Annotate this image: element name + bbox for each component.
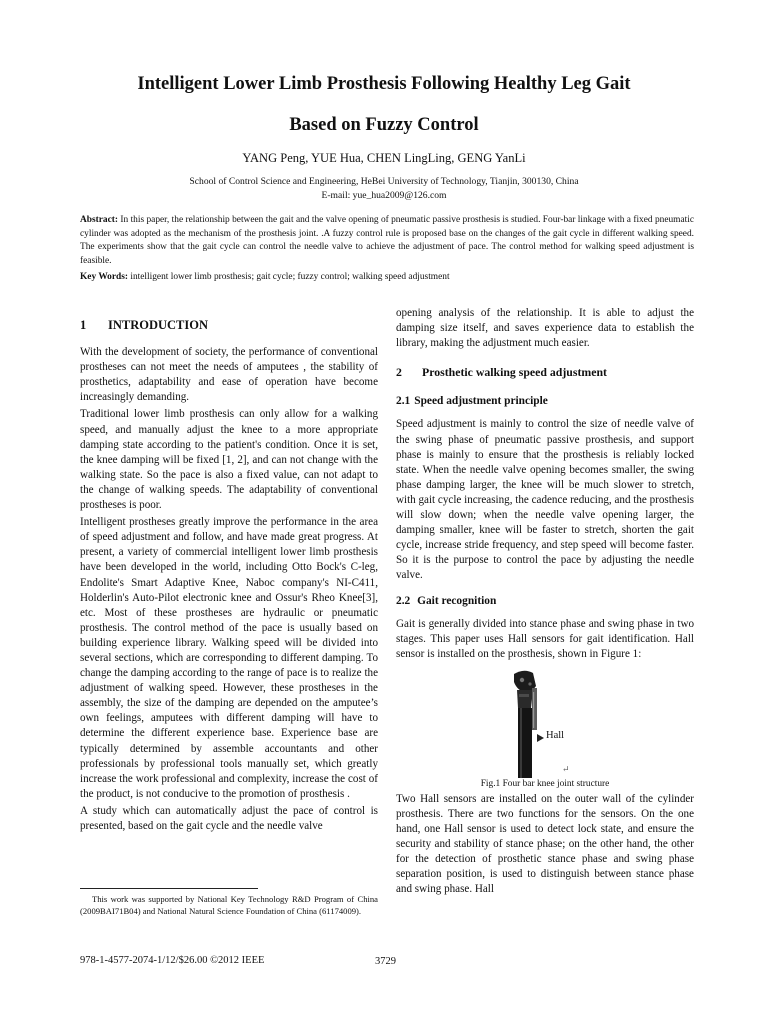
paper-title-line-2: Based on Fuzzy Control: [289, 115, 479, 135]
section-2-heading: [396, 365, 694, 380]
figure-hall-label: Hall: [546, 729, 565, 741]
isbn-line: 978-1-4577-2074-1/12/$26.00 ©2012 IEEE: [80, 955, 265, 966]
intro-paragraph-3: Intelligent prostheses greatly improve the performance in the area of speed adjustment and follow, and have made great progress. At present, a variety of commercial intelligent lower limb prosthesis have been developed in the world, including Otto Bock's C-leg, Endolite's Smart Adaptive Knee, Naboc company's NI-C411, Holderlin's Auto-Pilot electronic knee and Ossur's Rheo Knee[3], etc. Most of these prostheses are hydraulic or pneumatic prosthesis. The control method of the pace is usually based on building experience library. Walking speed will be divided into several sections, which are corresponding to different damping. To change the damping according to the range of pace is to realize the adjustment of walking speed. However, these prostheses in the assembly, the size of the damping are depended on the amputee’s own feelings, amputees with different damping will have to determine the different experience base. Experience base are typically determined by assemble accountants and other professionals by professional tools manually set, which greatly increase the work professional and complexity, increase the cost of the product, is not conducive to the promotion of prosthesis .: [80, 516, 378, 800]
abstract: [80, 214, 694, 268]
author-list: YANG Peng, YUE Hua, CHEN LingLing, GENG YanLi: [242, 151, 526, 165]
intro-paragraph-4: A study which can automatically adjust the pace of control is presented, based on the gait cycle and the needle valve: [80, 804, 378, 832]
prosthesis-photo: [396, 668, 694, 778]
section-2-1-number: 2.1: [396, 395, 411, 408]
section-1-number: 1: [80, 318, 87, 332]
page-number: 3729: [375, 956, 396, 967]
section-2-number: 2: [396, 365, 402, 380]
affiliation: School of Control Science and Engineering, HeBei University of Technology, Tianjin, 300130, China: [189, 176, 579, 187]
footnote-text: This work was supported by National Key Technology R&D Program of China (2009BAI71B04) and National Natural Science Foundation of China (61174009).: [80, 894, 378, 917]
abstract-text: In this paper, the relationship between the gait and the valve opening of pneumatic passive prosthesis is studied. Four-bar linkage with a fixed pneumatic cylinder was adopted as the mechanism of the prosthesis joint. .A fuzzy control rule is proposed base on the changes of the gait cycle in different walking speed. The experiments show that the gait cycle can control the needle valve to achieve the adjustment of pace. The control method for walking speed adjustment is feasible.: [80, 215, 695, 266]
footnote-divider: [80, 888, 258, 889]
left-column: [80, 312, 378, 836]
keywords-label: Key Words:: [80, 272, 129, 282]
figure-1: [396, 668, 694, 778]
abstract-label: Abstract:: [80, 215, 119, 225]
section-2-2-text: Gait is generally divided into stance phase and swing phase in two stages. This paper uses Hall sensors for gait identification. Hall sensor is installed on the prosthesis, shown in Figure 1:: [396, 617, 694, 660]
right-column: [396, 306, 694, 900]
return-mark-icon: ↵: [562, 763, 570, 774]
section-2-title: Prosthetic walking speed adjustment: [422, 365, 607, 380]
intro-paragraph-1: With the development of society, the performance of conventional prostheses can not meet the needs of amputees , the stability of prosthetics, adaptability and ease of operation have become increasingly demanding.: [80, 346, 378, 404]
section-2-2-number: 2.2: [396, 594, 411, 607]
keywords-text: intelligent lower limb prosthesis; gait cycle; fuzzy control; walking speed adjustment: [130, 272, 450, 282]
figure-1-description: Two Hall sensors are installed on the outer wall of the cylinder prosthesis. There are two functions for the sensors. On the one hand, one Hall sensor is used to detect lock state, and ensure the security and stability of stance phase; on the other hand, the other for the detection of prosthetic stance phase and swing phase separation position, is used to distinguish between stance phase and swing phase. Hall: [396, 792, 694, 896]
intro-paragraph-2: Traditional lower limb prosthesis can only allow for a walking speed, and manually adjust the knee to a more appropriate damping state according to the patient's condition. Once it is set, the knee damping will be fixed [1, 2], and can not change with the walking state. So the pace is also a fixed value, can not adapt to the change of walking speeds. The adaptability of conventional prostheses is poor.: [80, 408, 378, 512]
section-2-2-heading: [396, 594, 694, 609]
section-1-heading: [80, 318, 378, 333]
section-2-2-title: Gait recognition: [417, 594, 497, 607]
section-2-1-heading: [396, 394, 694, 409]
section-1-title: INTRODUCTION: [108, 318, 209, 332]
contact-email: E-mail: yue_hua2009@126.com: [321, 190, 447, 201]
figure-1-caption: Fig.1 Four bar knee joint structure: [480, 778, 610, 789]
section-2-1-text: Speed adjustment is mainly to control the size of needle valve of the swing phase of pneumatic passive prosthesis, and support phase is mainly to ensure that the prosthesis is reliably locked state. When the needle valve opening becomes smaller, the swing phase damping larger, the knee will be much slower to stretch, with gait cycle increasing, the cadence reducing, and the prosthesis will slow down; when the needle valve opening larger, the damping smaller, knee will be faster to stretch, shorten the gait cycle, increase stride frequency, and step speed will become faster. So it is the purpose to control the pace by adjusting the needle valve.: [396, 418, 694, 582]
section-2-1-title: Speed adjustment principle: [414, 395, 548, 408]
footnote: [80, 893, 378, 917]
paper-title-line-1: Intelligent Lower Limb Prosthesis Following Healthy Leg Gait: [137, 74, 631, 94]
intro-paragraph-4-continued: opening analysis of the relationship. It is able to adjust the damping size itself, and saves experience data to establish the library, making the adjustment much easier.: [396, 307, 694, 350]
keywords: [80, 271, 694, 284]
